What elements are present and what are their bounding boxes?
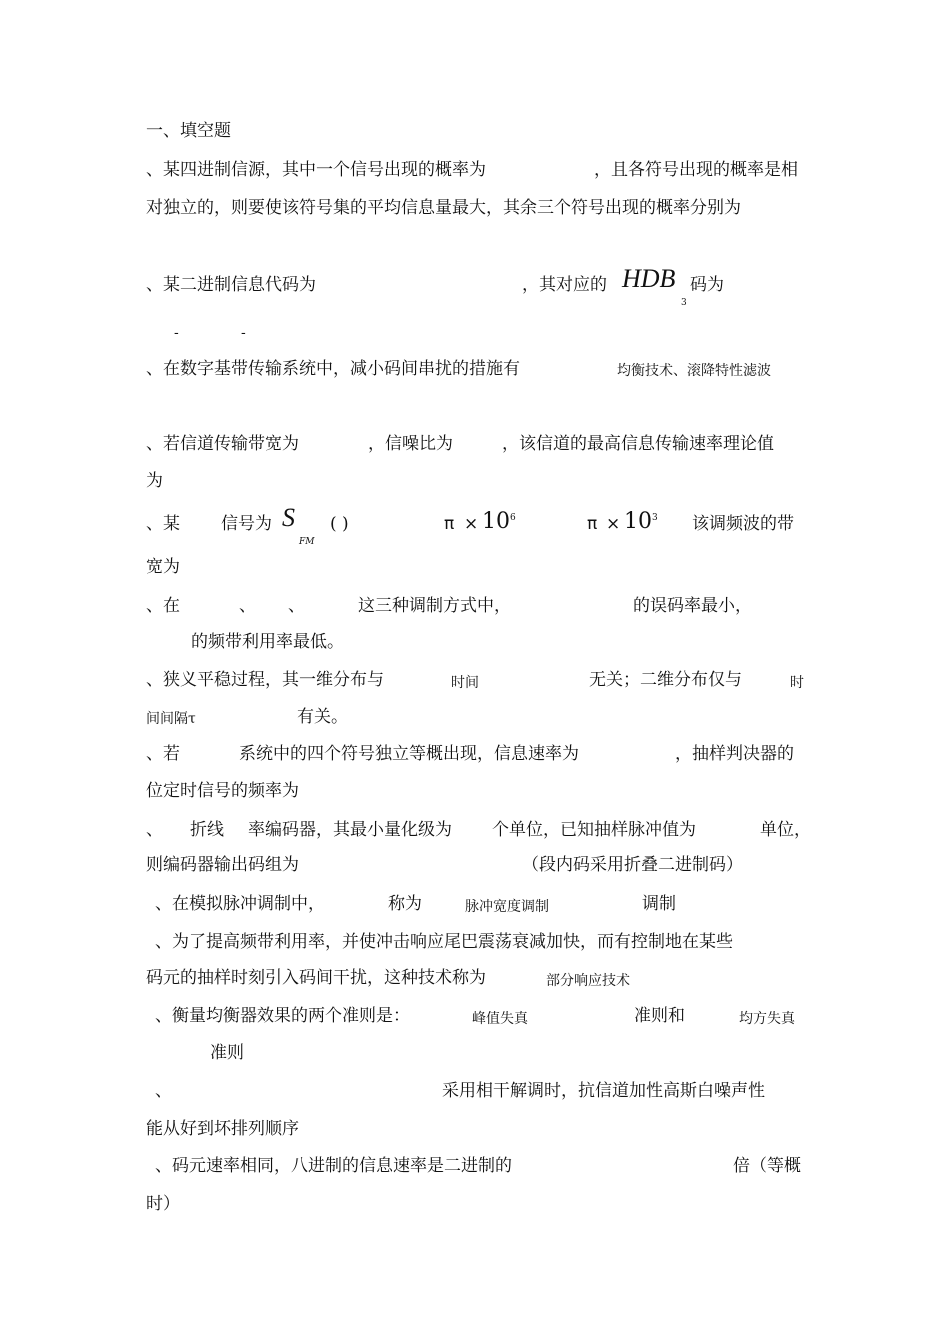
q9-line1-b: 折线 xyxy=(190,820,224,840)
q7-answer-1: 时间 xyxy=(451,675,479,691)
q9-line1-c: 率编码器，其最小量化级为 xyxy=(248,820,452,840)
q6-line1-b: 、 xyxy=(239,596,256,616)
q13-line2: 能从好到坏排列顺序 xyxy=(146,1119,299,1139)
q12-answer-2: 均方失真 xyxy=(739,1011,795,1027)
q7-line1-a: 、狭义平稳过程，其一维分布与 xyxy=(146,670,384,690)
q13-line1-b: 采用相干解调时，抗信道加性高斯白噪声性 xyxy=(442,1081,765,1101)
q2-dash-1: - xyxy=(174,325,179,341)
hdb-symbol: HDB xyxy=(622,264,676,293)
times-2: × xyxy=(606,514,621,534)
q10-answer: 脉冲宽度调制 xyxy=(465,899,549,915)
q5-line2: 宽为 xyxy=(146,557,180,577)
q9-line2-b: （段内码采用折叠二进制码） xyxy=(522,855,743,875)
q6-line1-c: 、 xyxy=(288,596,305,616)
ten-2: 10 xyxy=(624,509,652,534)
q4-line1-c: ，该信道的最高信息传输速率理论值 xyxy=(502,434,774,454)
q5-line1-a: 、某 xyxy=(146,514,180,534)
q6-line1-e: 的误码率最小， xyxy=(633,596,752,616)
section-title: 一、填空题 xyxy=(146,121,231,141)
q12-line1-a: 、衡量均衡器效果的两个准则是： xyxy=(155,1006,410,1026)
q12-line1-b: 准则和 xyxy=(634,1006,685,1026)
exp-1: 6 xyxy=(510,513,516,523)
q7-line2: 有关。 xyxy=(297,707,348,727)
q11-answer: 部分响应技术 xyxy=(546,973,630,989)
q3-answer: 均衡技术、滚降特性滤波 xyxy=(617,363,771,379)
s-fm-symbol: S xyxy=(282,503,295,532)
q5-paren: ( ) xyxy=(330,514,349,534)
q1-line2: 对独立的，则要使该符号集的平均信息量最大，其余三个符号出现的概率分别为 xyxy=(146,198,741,218)
q10-line1-c: 调制 xyxy=(642,894,676,914)
q13-line1-a: 、 xyxy=(155,1081,172,1101)
s-fm-subscript: FM xyxy=(299,537,315,547)
q7-answer-2-a: 时 xyxy=(790,675,804,691)
q2-line1-a: 、某二进制信息代码为 xyxy=(146,275,316,295)
q8-line1-c: ，抽样判决器的 xyxy=(675,744,794,764)
q1-line1-b: ，且各符号出现的概率是相 xyxy=(594,160,798,180)
hdb-subscript: 3 xyxy=(681,298,687,308)
q14-line1-b: 倍（等概 xyxy=(733,1156,801,1176)
q6-line1-a: 、在 xyxy=(146,596,180,616)
q9-line1-d: 个单位，已知抽样脉冲值为 xyxy=(492,820,696,840)
q6-line2: 的频带利用率最低。 xyxy=(191,632,344,652)
q9-line1-a: 、 xyxy=(146,820,163,840)
q8-line1-b: 系统中的四个符号独立等概出现，信息速率为 xyxy=(239,744,579,764)
q10-line1-a: 、在模拟脉冲调制中， xyxy=(155,894,325,914)
pi-2: π xyxy=(587,514,598,534)
q12-line2: 准则 xyxy=(210,1043,244,1063)
q10-line1-b: 称为 xyxy=(388,894,422,914)
q11-line1: 、为了提高频带利用率，并使冲击响应尾巴震荡衰减加快，而有控制地在某些 xyxy=(155,932,733,952)
q4-line2: 为 xyxy=(146,471,163,491)
q12-answer-1: 峰值失真 xyxy=(472,1011,528,1027)
q8-line1-a: 、若 xyxy=(146,744,180,764)
q8-line2: 位定时信号的频率为 xyxy=(146,781,299,801)
q4-line1-b: ，信噪比为 xyxy=(368,434,453,454)
times-1: × xyxy=(464,514,479,534)
q7-line1-b: 无关；二维分布仅与 xyxy=(589,670,742,690)
q2-line1-b: ，其对应的 xyxy=(522,275,607,295)
q5-line1-c: 该调频波的带 xyxy=(692,514,794,534)
q2-line1-c: 码为 xyxy=(690,275,724,295)
q14-line1-a: 、码元速率相同，八进制的信息速率是二进制的 xyxy=(155,1156,512,1176)
q1-line1-a: 、某四进制信源，其中一个信号出现的概率为 xyxy=(146,160,486,180)
q14-line2: 时） xyxy=(146,1194,180,1214)
q5-line1-b: 信号为 xyxy=(221,514,272,534)
q6-line1-d: 这三种调制方式中， xyxy=(358,596,511,616)
q9-line1-e: 单位， xyxy=(760,820,811,840)
ten-1: 10 xyxy=(482,509,510,534)
q7-answer-2-b: 间间隔τ xyxy=(146,711,196,727)
pi-1: π xyxy=(444,514,455,534)
q11-line2: 码元的抽样时刻引入码间干扰，这种技术称为 xyxy=(146,968,486,988)
q3-line1: 、在数字基带传输系统中，减小码间串扰的措施有 xyxy=(146,359,520,379)
q9-line2-a: 则编码器输出码组为 xyxy=(146,855,299,875)
q2-dash-2: - xyxy=(241,325,246,341)
q4-line1-a: 、若信道传输带宽为 xyxy=(146,434,299,454)
exp-2: 3 xyxy=(652,513,658,523)
